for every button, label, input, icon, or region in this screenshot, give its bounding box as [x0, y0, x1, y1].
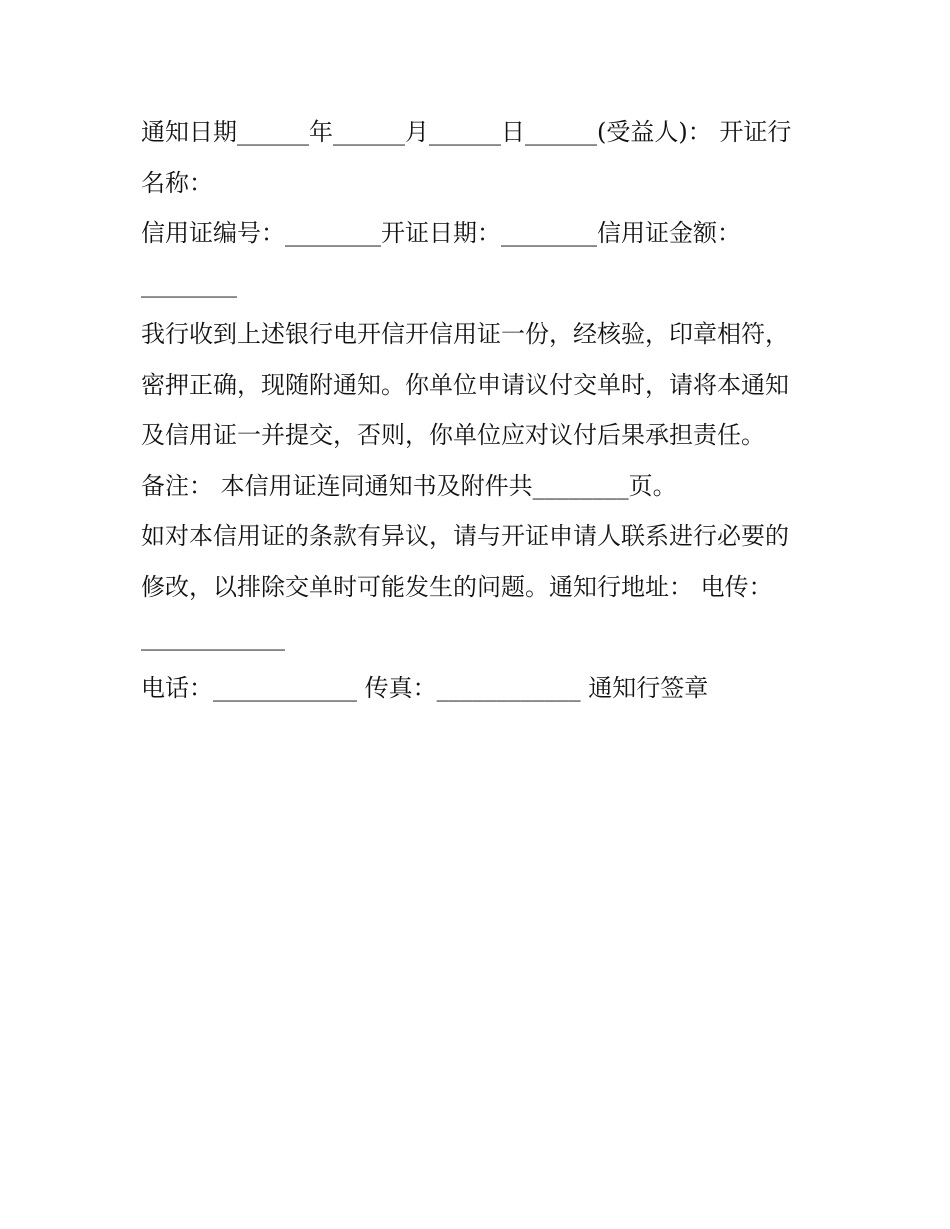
- body-paragraph-line-1: 我行收到上述银行电开信开信用证一份，经核验，印章相符，: [141, 320, 789, 348]
- objection-paragraph-line-1: 如对本信用证的条款有异议，请与开证申请人联系进行必要的: [141, 522, 789, 550]
- contact-signature-line: 电话：____________ 传真：____________ 通知行签章: [141, 673, 709, 702]
- body-paragraph-line-3: 及信用证一并提交，否则，你单位应对议付后果承担责任。: [141, 421, 765, 449]
- objection-paragraph-line-2: 修改，以排除交单时可能发生的问题。通知行地址： 电传：: [141, 572, 773, 601]
- issuing-bank-name-line: 名称：: [141, 168, 213, 197]
- body-paragraph-line-2: 密押正确，现随附通知。你单位申请议付交单时，请将本通知: [141, 370, 789, 399]
- remarks-line: 备注： 本信用证连同通知书及附件共________页。: [141, 471, 677, 500]
- credit-info-line: 信用证编号：________开证日期：________信用证金额：: [141, 219, 741, 247]
- telex-blank-line: ____________: [141, 623, 285, 651]
- notice-date-line: 通知日期______年______月______日______(受益人)： 开证行: [141, 118, 792, 146]
- notice-body: [141, 107, 821, 713]
- credit-amount-blank-line: ________: [141, 269, 237, 298]
